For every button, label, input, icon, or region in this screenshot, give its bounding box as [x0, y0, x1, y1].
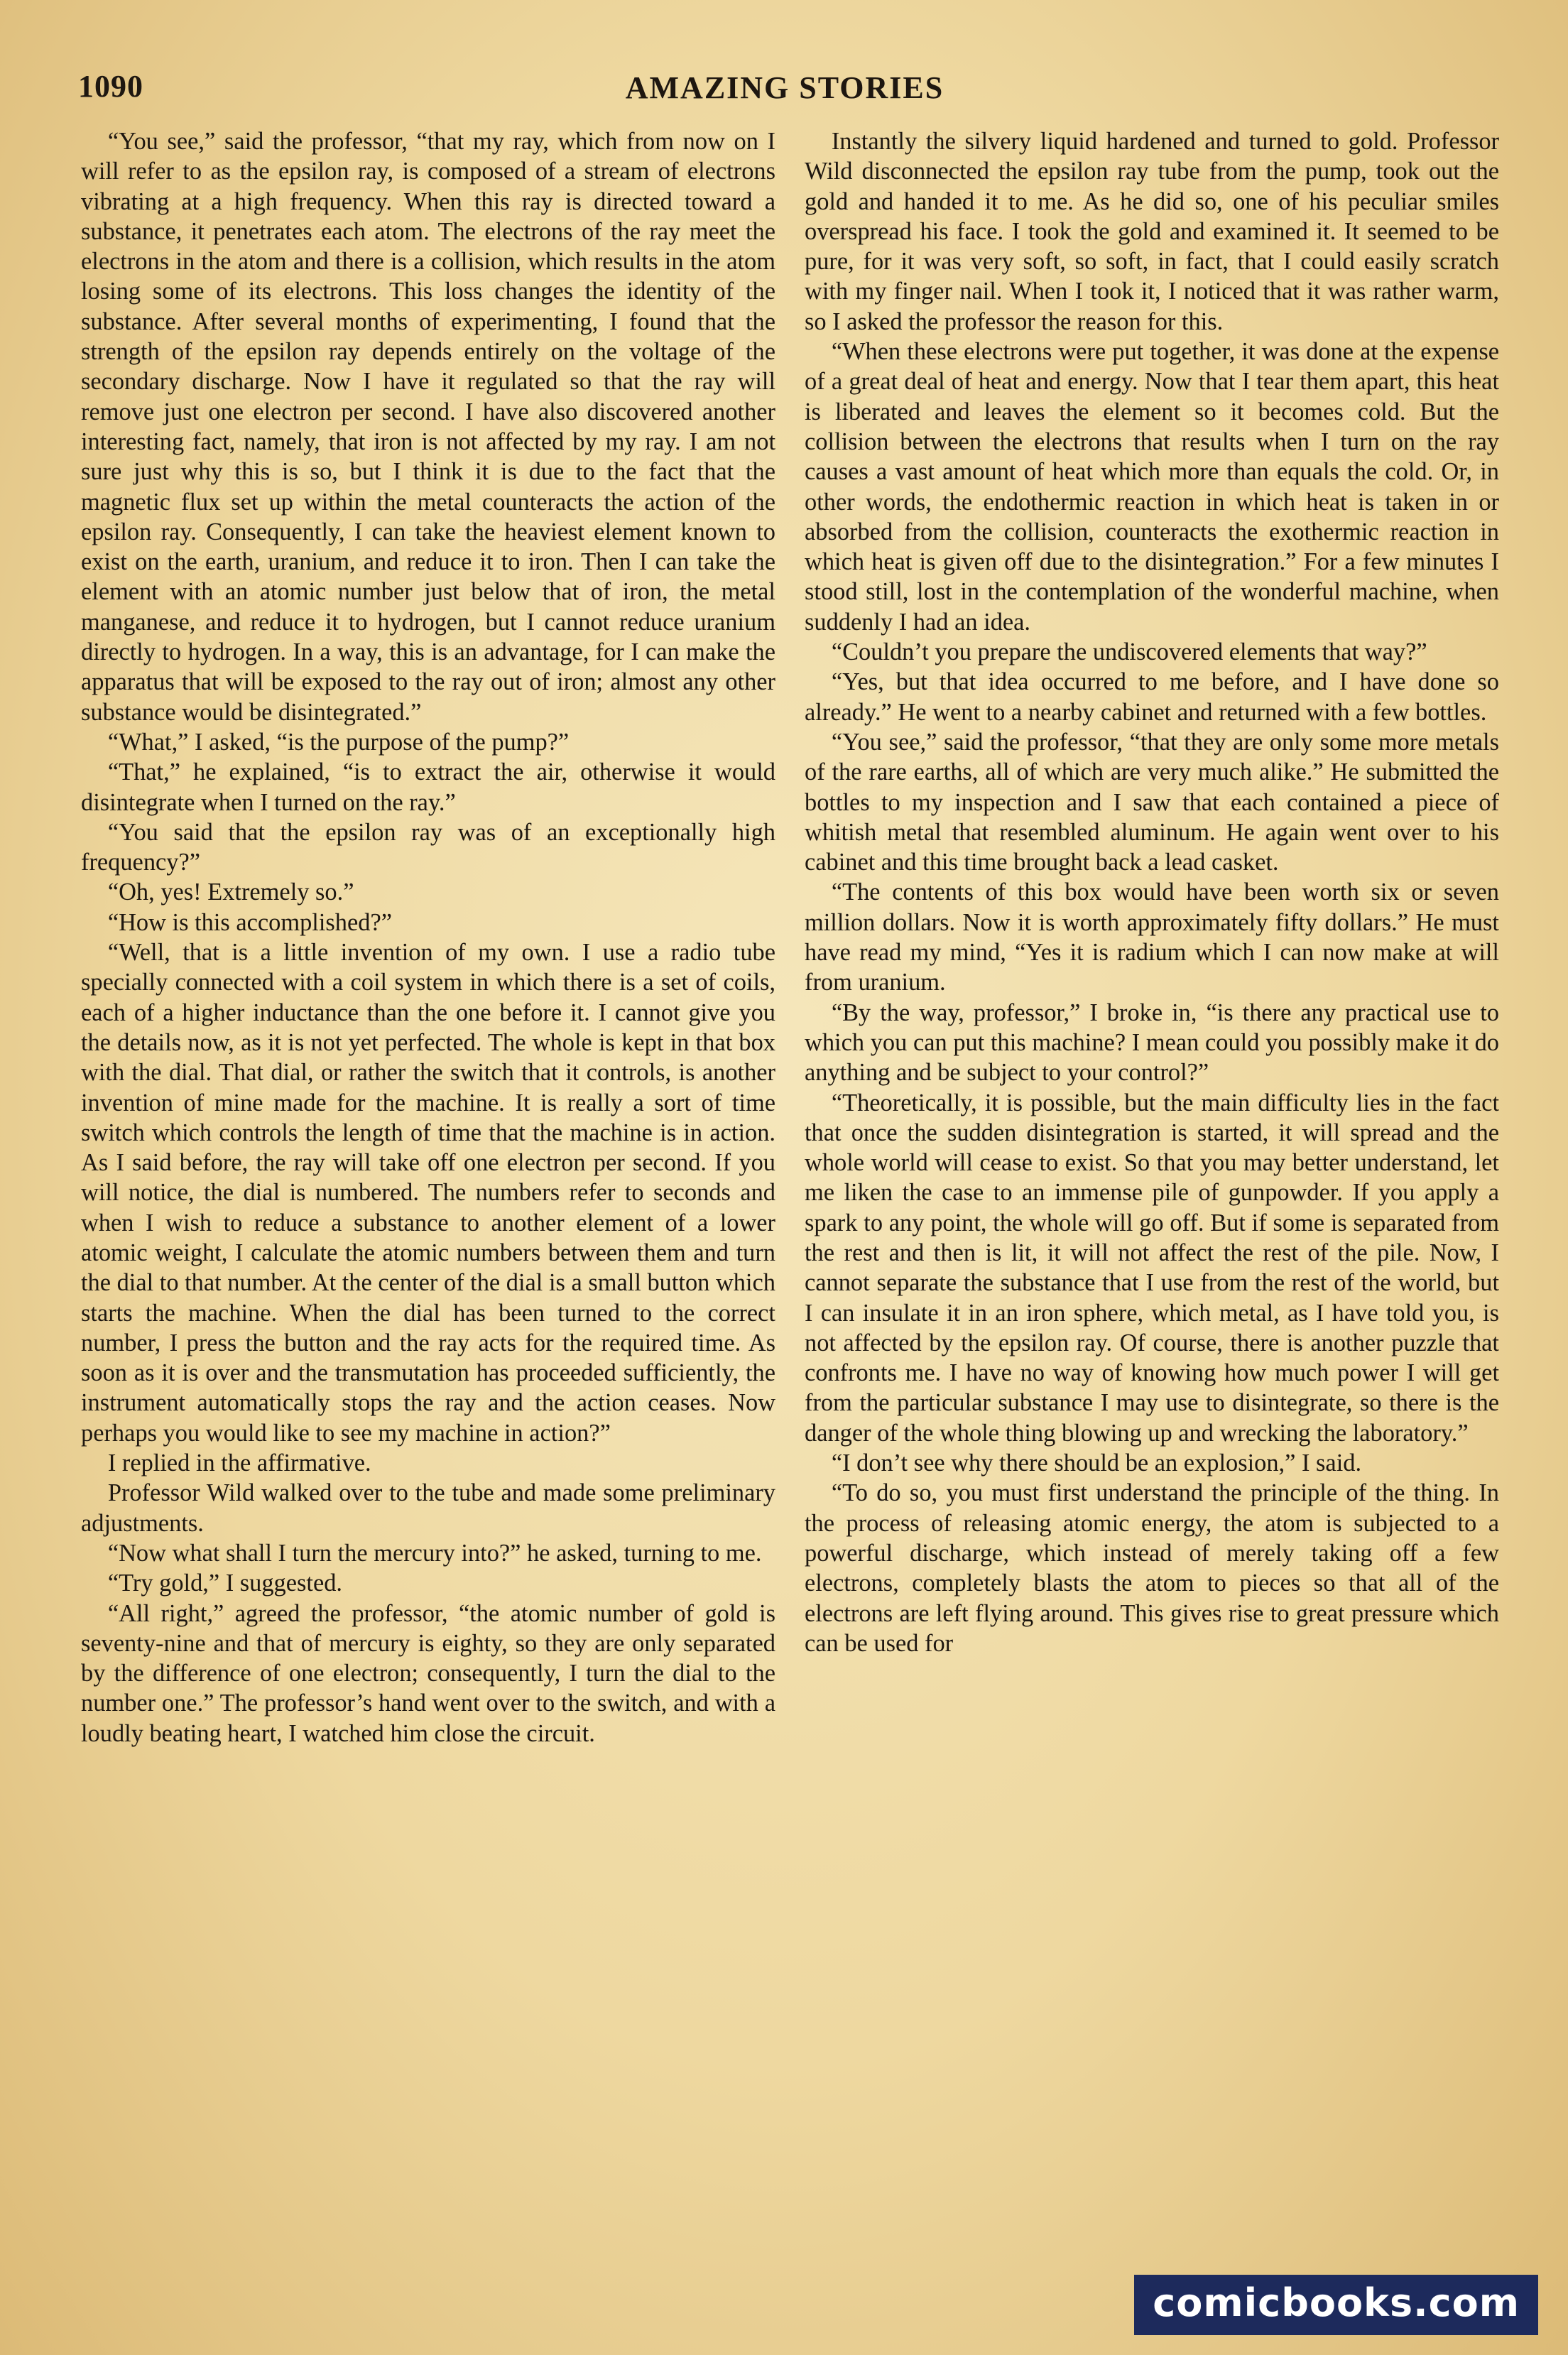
paragraph: “Yes, but that idea occurred to me before, and I have done so already.” He went to a nearby cabinet and returned with a few bottles.: [805, 668, 1499, 726]
paragraph: “Now what shall I turn the mercury into?” he asked, turning to me.: [107, 1539, 762, 1567]
paragraph: “You see,” said the professor, “that they are only some more metals of the rare earths, all of which are very much alike.” He submitted the bottles to my inspection and I saw that each contained a piece of whitish metal that resembled aluminum. He again went over to his cabinet and this time brought back a lead casket.: [805, 728, 1499, 876]
paragraph: “All right,” agreed the professor, “the atomic number of gold is seventy-nine and that of mercury is eighty, so they are only separated by the difference of one electron; consequently, I turn the dial to the number one.” The professor’s hand went over to the switch, and with a loudly beating heart, I watched him close the circuit.: [81, 1599, 775, 1747]
right-text-column: [805, 126, 1499, 1658]
left-text-column: [81, 126, 775, 1748]
paragraph: “Try gold,” I suggested.: [107, 1570, 343, 1597]
paragraph: “That,” he explained, “is to extract the air, otherwise it would disintegrate when I turned on the ray.”: [81, 758, 775, 816]
paragraph: “By the way, professor,” I broke in, “is there any practical use to which you can put this machine? I mean could you possibly make it do anything and be subject to your control?”: [805, 999, 1499, 1087]
paragraph: “The contents of this box would have been worth six or seven million dollars. Now it is worth approximately fifty dollars.” He must have read my mind, “Yes it is radium which I can now make at will from uranium.: [805, 879, 1499, 996]
paragraph: “I don’t see why there should be an explosion,” I said.: [831, 1450, 1362, 1477]
paragraph: “Couldn’t you prepare the undiscovered elements that way?”: [831, 638, 1427, 666]
paragraph: “Well, that is a little invention of my own. I use a radio tube specially connected with a coil system in which there is a set of coils, each of a higher inductance than the one before it. I cannot give you the details now, as it is not yet perfected. The whole is kept in that box with the dial. That dial, or rather the switch that it controls, is another invention of mine made for the machine. It is really a sort of time switch which controls the length of time that the machine is in action. As I said before, the ray will take off one electron per second. If you will notice, the dial is numbered. The numbers refer to seconds and when I wish to reduce a substance to another element of a lower atomic weight, I calculate the atomic numbers between them and turn the dial to that number. At the center of the dial is a small button which starts the machine. When the dial has been turned to the correct number, I press the button and the ray acts for the required time. As soon as it is over and the transmutation has proceeded sufficiently, the instrument automatically stops the ray and the action ceases. Now perhaps you would like to see my machine in action?”: [81, 939, 775, 1447]
magazine-title: AMAZING STORIES: [625, 70, 944, 105]
source-watermark: comicbooks.com: [1134, 2275, 1538, 2335]
paragraph: Instantly the silvery liquid hardened and turned to gold. Professor Wild disconnected the epsilon ray tube from the pump, took out the gold and handed it to me. As he did so, one of his peculiar smiles overspread his face. I took the gold and examined it. It seemed to be pure, for it was very soft, so soft, in fact, that I could easily scratch with my finger nail. When I took it, I noticed that it was rather warm, so I asked the professor the reason for this.: [805, 128, 1499, 335]
paragraph: “Oh, yes! Extremely so.”: [107, 879, 354, 906]
paragraph: “Theoretically, it is possible, but the main difficulty lies in the fact that once the sudden disintegration is started, it will spread and the whole world will cease to exist. So that you may better understand, let me liken the case to an immense pile of gunpowder. If you apply a spark to any point, the whole will go off. But if some is separated from the rest and then is lit, it will not affect the rest of the pile. Now, I cannot separate the substance that I use from the rest of the world, but I can insulate it in an iron sphere, which metal, as I have told you, is not affected by the epsilon ray. Of course, there is another puzzle that confronts me. I have no way of knowing how much power I will get from the particular substance I may use to disintegrate, so there is the danger of the whole thing blowing up and wrecking the laboratory.”: [805, 1089, 1499, 1447]
paragraph: I replied in the affirmative.: [107, 1450, 371, 1477]
paragraph: “When these electrons were put together, it was done at the expense of a great deal of heat and energy. Now that I tear them apart, this heat is liberated and leaves the element so it becomes cold. But the collision between the electrons that results when I turn on the ray causes a vast amount of heat which more than equals the cold. Or, in other words, the endothermic reaction in which heat is taken in or absorbed from the collision, counteracts the exothermic reaction in which heat is given off due to the disintegration.” For a few minutes I stood still, lost in the contemplation of the wonderful machine, when suddenly I had an idea.: [805, 338, 1499, 636]
paragraph: “To do so, you must first understand the principle of the thing. In the process of releasing atomic energy, the atom is subjected to a powerful discharge, which instead of merely taking off a few electrons, completely blasts the atom to pieces so that all of the electrons are left flying around. This gives rise to great pressure which can be used for: [805, 1479, 1499, 1657]
paragraph: “What,” I asked, “is the purpose of the pump?”: [107, 728, 570, 756]
paragraph: “How is this accomplished?”: [107, 908, 392, 936]
paragraph: Professor Wild walked over to the tube and made some preliminary adjustments.: [81, 1479, 775, 1537]
page-number: 1090: [78, 69, 143, 104]
paragraph: “You said that the epsilon ray was of an exceptionally high frequency?”: [81, 818, 775, 876]
paragraph: “You see,” said the professor, “that my ray, which from now on I will refer to as the epsilon ray, is composed of a stream of electrons vibrating at a high frequency. When this ray is directed toward a substance, it penetrates each atom. The electrons of the ray meet the electrons in the atom and there is a collision, which results in the atom losing some of its electrons. This loss changes the identity of the substance. After several months of experimenting, I found that the strength of the epsilon ray depends entirely on the voltage of the secondary discharge. Now I have it regulated so that the ray will remove just one electron per second. I have also discovered another interesting fact, namely, that iron is not affected by my ray. I am not sure just why this is so, but I think it is due to the fact that the magnetic flux set up within the metal counteracts the action of the epsilon ray. Consequently, I can take the heaviest element known to exist on the earth, uranium, and reduce it to iron. Then I can take the element with an atomic number just below that of iron, the metal manganese, and reduce it to hydrogen, but I cannot reduce uranium directly to hydrogen. In a way, this is an advantage, for I can make the apparatus that will be exposed to the ray out of iron; almost any other substance would be disintegrated.”: [81, 128, 775, 726]
page-header: [78, 68, 1491, 118]
